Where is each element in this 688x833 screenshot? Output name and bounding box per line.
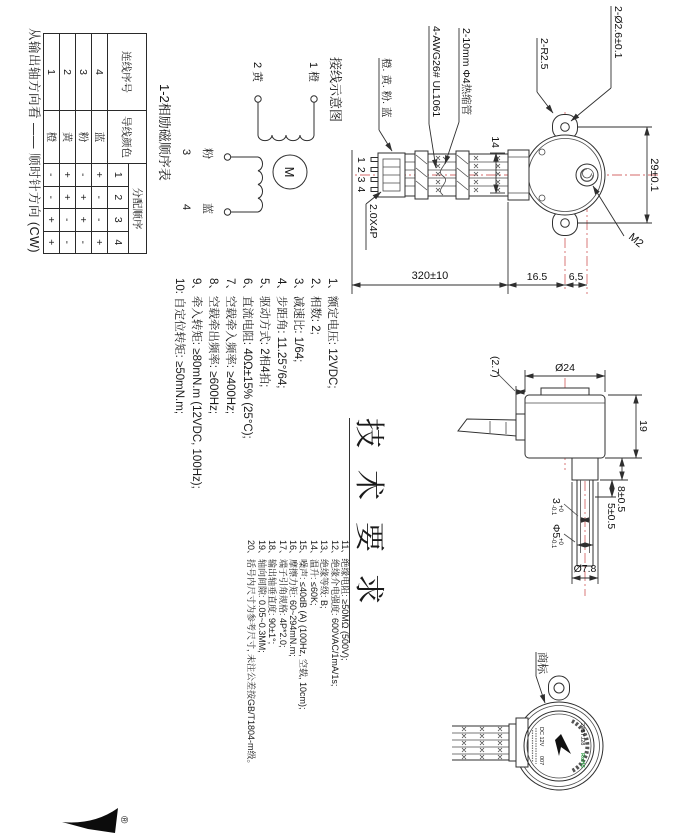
terminal-2-label: 2 黄 [251,62,263,83]
rotation-direction-note: 从输出轴方向看 —— 顺时针方向 (CW) [27,28,41,254]
side-view-drawing [478,340,658,600]
step-val: + [92,231,108,254]
phase-a [251,62,321,141]
tech-item: 6、直流电阻: 40Ω±15% (25°C); [241,278,253,439]
table-row [44,34,60,254]
tube-label-text: 2-10mm Φ4热缩管 [460,28,472,116]
tech-item: 12、绝缘介电强度: 600VAC/1mA/1s; [329,540,340,687]
wire-color: 蓝 [92,111,108,164]
table-row [76,34,92,254]
dim-shaft-dia5 [550,524,593,549]
wire-no: 4 [92,34,108,111]
tech-item: 11、绝缘电阻: ≥50MΩ (500V); [340,540,350,661]
cable-stub [458,419,516,436]
step-val: + [92,164,108,187]
wire-color: 黄 [60,111,76,164]
phase-sequence-table [43,33,147,254]
coil-b [258,157,263,212]
dia5-tol-lower: -0.1 [550,538,556,549]
tech-item: 18、输出轴垂直度: 90±1°; [267,540,278,645]
terminal-3-color: 粉 [201,148,213,159]
terminal-2-node [255,96,261,102]
label-connector [366,192,381,250]
header-wire-color: 导线颜色 [108,111,147,164]
tech-requirements-list-1-10 [170,278,340,538]
terminal-1-node [311,96,317,102]
dim-19 [608,395,649,458]
terminal-4-number: 4 [180,204,192,211]
motor-photo-view [438,630,688,833]
sticker-model: 24BYJ28 [579,723,585,746]
trademark-callout [536,652,550,703]
dim-dia78 [572,482,598,584]
step-col: 1 [108,164,129,187]
tech-item: 5、驱动方式: 2相4拍; [258,278,270,388]
label-m2 [593,186,645,250]
rohs-mark: RoHS [579,753,585,768]
step-col: 4 [108,231,129,254]
dim-flat3 [550,498,590,520]
step-val: + [76,186,92,209]
heat-shrink-band-1 [456,151,469,199]
trademark-label: 商标 [536,652,548,674]
tech-item: 2、相数: 2; [309,278,321,335]
label-wire-spec [429,26,442,168]
label-tube [445,28,473,164]
dim-5-text: 5±0.5 [605,503,617,530]
header-wire-no: 连线序号 [108,34,147,111]
dia5-tol-upper: +0 [557,538,563,545]
tech-item: 19、轴向间隙: 0.05~0.3MM; [256,540,267,653]
tech-requirements-title: 技术要求 [349,418,394,643]
step-val: + [44,209,60,232]
m2-text: M2 [626,231,646,251]
dim-dia78-text: Ø7.8 [573,563,597,575]
step-col: 3 [108,209,129,232]
table-row [92,34,108,254]
label-holes [571,6,624,121]
heat-shrink-band-2 [415,151,428,199]
dim-165-text: 16.5 [526,271,548,283]
terminal-3-node [224,154,230,160]
step-col: 2 [108,186,129,209]
step-val: - [76,164,92,187]
step-val: - [60,231,76,254]
coil-a [258,135,314,141]
centerlines [352,112,658,294]
dim-2p7-text: (2.7) [489,356,501,378]
step-val: - [44,186,60,209]
table-caption: 1-2相励磁顺序表 [157,84,172,181]
wire-color: 粉 [76,111,92,164]
dim-19-text: 19 [637,420,649,432]
flat3-tol-upper: +0 [557,505,563,512]
motor-symbol [273,155,307,189]
tech-item: 14、温升: ≤60K; [308,540,319,606]
phase-b [180,148,263,215]
tech-item: 17、端子引角规格: 4P*2.0; [277,540,288,648]
tech-item: 3、减速比: 1/64; [292,278,304,363]
dim-dia5-text: Φ5 [550,524,562,539]
dim-2p7 [489,356,525,414]
step-val: - [76,231,92,254]
company-logo [28,798,148,833]
dim-dia24-text: Ø24 [555,362,575,374]
schematic-title: 接线示意图 [328,57,343,123]
step-val: - [92,186,108,209]
wiring-schematic [148,30,348,260]
cable-break [440,157,445,195]
dim-14-text: 14 [489,136,501,148]
step-val: + [44,231,60,254]
step-val: - [92,209,108,232]
dim-flat3-text: 3 [550,498,562,504]
flat3-tol-lower: -0.1 [550,505,556,516]
pin-numbers-text: 1234 [355,157,367,197]
terminal-4-color: 蓝 [201,203,213,214]
tech-item: 20、括号内尺寸为参考尺寸, 未注公差按GB/T1804-m级。 [246,540,257,769]
dim-320-text: 320±10 [411,270,449,282]
wire-color: 橙 [44,111,60,164]
sticker-voltage: DC 12V [538,727,544,747]
dim-65-text: 6,5 [568,271,584,283]
label-wire-colors [379,58,393,151]
wire-no: 2 [60,34,76,111]
step-val: - [60,209,76,232]
tech-item: 9、牵入转矩: ≥80mN.m (12VDC, 100Hz); [190,278,202,489]
tech-item: 1、额定电压: 12VDC; [326,278,338,389]
tech-requirements-list-11-20 [246,540,350,810]
wire-no: 1 [44,34,60,111]
tech-item: 15、噪声: ≤40dB (A) (100Hz, 空载, 10cm); [298,540,309,710]
motor-side-body [458,388,605,566]
tech-item: 8、空载牵出频率: ≥600Hz; [207,278,219,415]
shaft-boss [572,458,598,480]
wire-spec-text: 4-AWG26# UL1061 [430,26,442,118]
terminal-3-number: 3 [180,149,192,156]
motor-face [525,115,605,236]
motor-symbol-letter: M [282,166,297,178]
header-order: 分配顺序 [129,164,147,254]
dim-8-text: 8±0.5 [615,486,627,513]
tech-item: 4、步距角: 11.25°/64; [275,278,287,389]
label-ear-radius [537,38,553,113]
registered-mark: ® [118,816,129,824]
sticker-number: 007 [538,756,544,766]
tech-item: 13、绝缘等级: B; [319,540,330,609]
table-row [60,34,76,254]
step-val: + [60,164,76,187]
logo-bird-icon [62,808,118,833]
tech-item: 16、摩擦力矩: 60~294mN.m; [288,540,299,657]
step-val: - [44,164,60,187]
holes-label-text: 2-Ø2.6±0.1 [612,6,624,59]
tech-item: 10: 自定位转矩: ≥50mN.m; [173,278,185,415]
wire-colors-text: 橙. 黄. 粉. 蓝 [380,58,392,118]
dim-29-text: 29±0.1 [648,158,660,192]
main-view-drawing [343,0,688,330]
terminal-1-label: 1 橙 [307,62,319,83]
step-val: + [76,209,92,232]
tech-item: 7、空载牵入频率: ≥400Hz; [224,278,236,415]
wire-no: 3 [76,34,92,111]
connector-type-text: 2.0X4P [367,204,379,239]
step-val: + [60,186,76,209]
terminal-4-node [224,209,230,215]
cable-holder [516,414,525,440]
ear-radius-text: 2-R2.5 [538,38,550,70]
